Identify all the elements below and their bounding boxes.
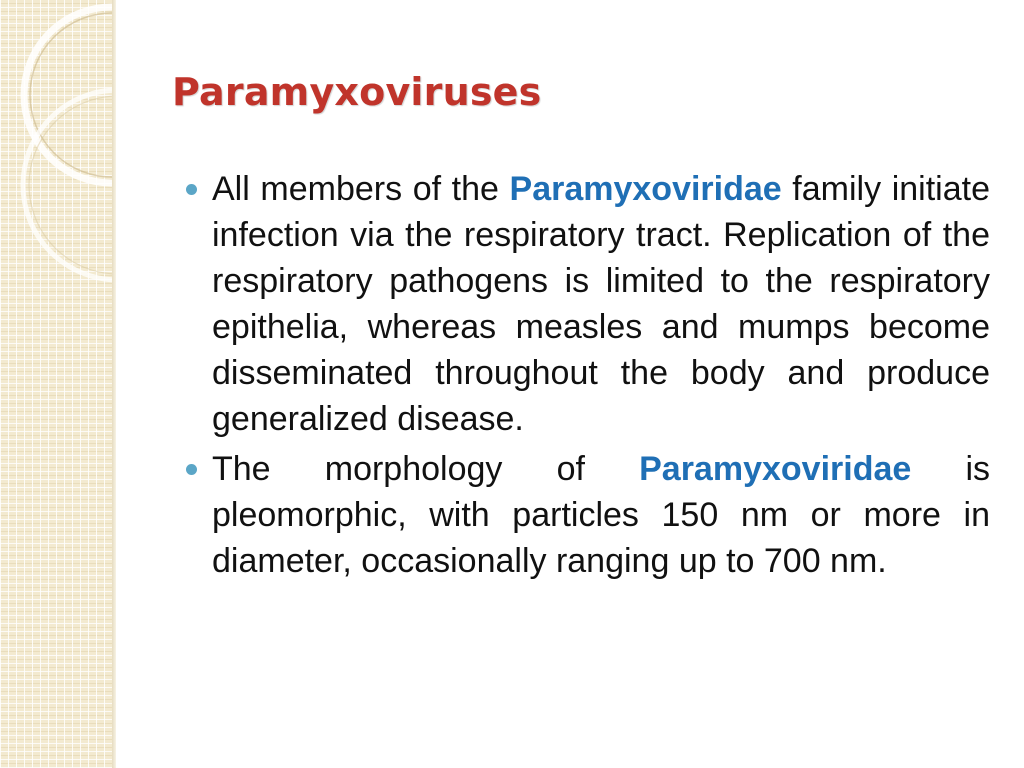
bullet-2-text-after: is pleomorphic, with particles 150 nm or more in diameter, occasionally ranging up to 700 nm. [212, 450, 991, 580]
bullet-dot-icon [186, 184, 197, 195]
slide-title: Paramyxoviruses [172, 70, 542, 114]
slide-content [186, 166, 990, 588]
decorative-side-panel [0, 0, 112, 768]
bullet-1-highlight: Paramyxoviridae [509, 170, 782, 208]
bullet-1-text-after: family initiate infection via the respiratory tract. Replication of the respiratory pathogens is limited to the respiratory epithelia, whereas measles and mumps become disseminated throughout the body and produce generalized disease. [212, 170, 990, 438]
bullet-item-2 [186, 446, 990, 584]
bullet-dot-icon [186, 464, 197, 475]
circle-arcs-decoration [0, 0, 112, 768]
side-panel-edge [112, 0, 116, 768]
bullet-1-text-before: All members of the [212, 170, 510, 208]
bullet-list [186, 166, 990, 584]
bullet-item-1 [186, 166, 990, 442]
bullet-2-text-before: The morphology of [212, 450, 640, 488]
bullet-2-highlight: Paramyxoviridae [639, 450, 912, 488]
